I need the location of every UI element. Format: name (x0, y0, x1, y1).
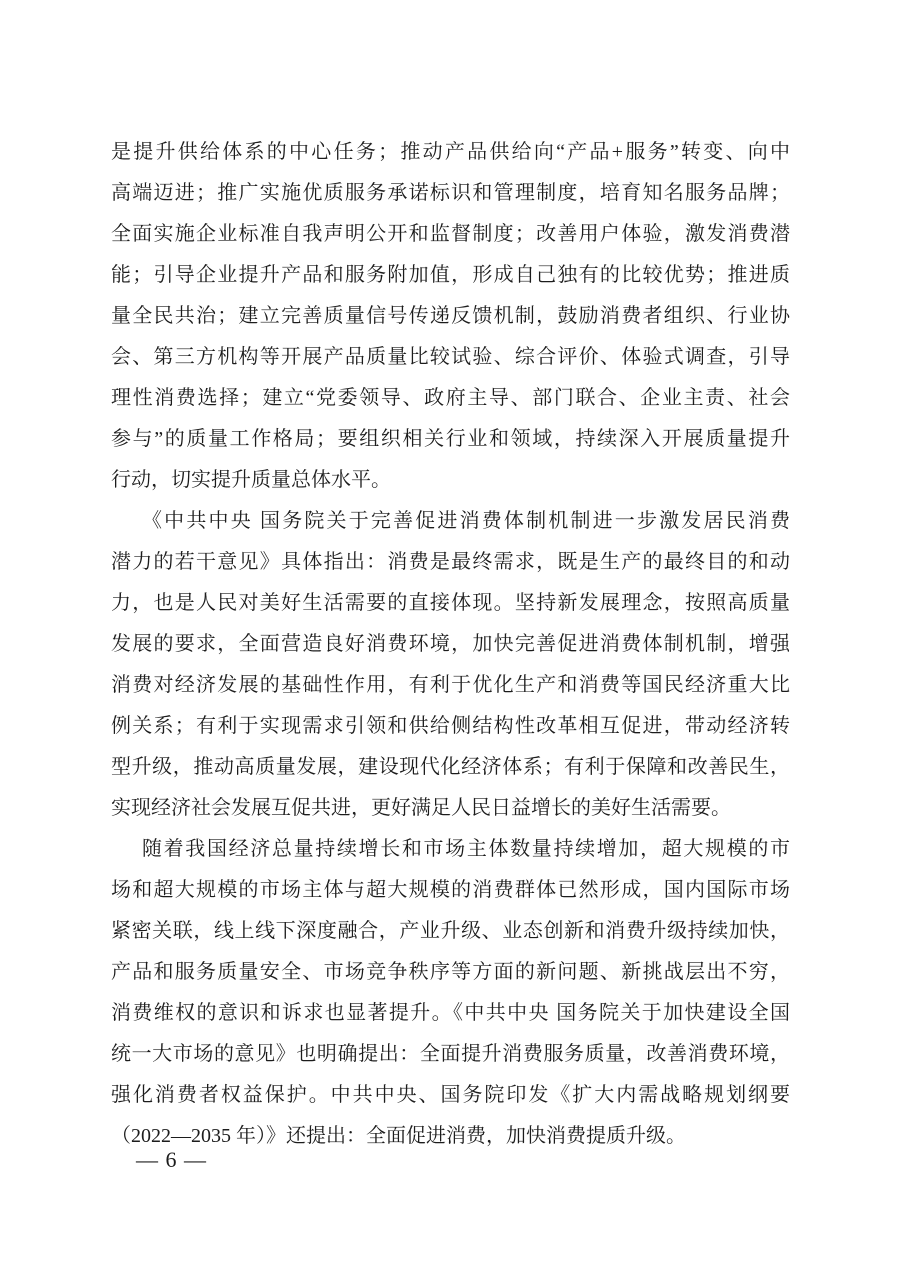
text-line: 发展的要求，全面营造良好消费环境，加快完善促进消费体制机制，增强 (111, 633, 790, 655)
text-line: 《中共中央 国务院关于完善促进消费体制机制进一步激发居民消费 (142, 510, 790, 532)
text-line: 产品和服务质量安全、市场竞争秩序等方面的新问题、新挑战层出不穷， (111, 961, 790, 983)
paragraph (111, 501, 790, 829)
text-line: 全面实施企业标准自我声明公开和监督制度；改善用户体验，激发消费潜 (111, 223, 790, 245)
text-line: 是提升供给体系的中心任务；推动产品供给向“产品+服务”转变、向中 (111, 141, 790, 163)
paragraph (111, 132, 790, 501)
text-line: 场和超大规模的市场主体与超大规模的消费群体已然形成，国内国际市场 (111, 879, 790, 901)
text-line: 量全民共治；建立完善质量信号传递反馈机制，鼓励消费者组织、行业协 (111, 305, 790, 327)
text-line: 随着我国经济总量持续增长和市场主体数量持续增加，超大规模的市 (142, 838, 790, 860)
text-line: 会、第三方机构等开展产品质量比较试验、综合评价、体验式调查，引导 (111, 346, 790, 368)
text-line: 力，也是人民对美好生活需要的直接体现。坚持新发展理念，按照高质量 (111, 592, 790, 614)
text-line: 潜力的若干意见》具体指出：消费是最终需求，既是生产的最终目的和动 (111, 551, 790, 573)
text-line: 参与”的质量工作格局；要组织相关行业和领域，持续深入开展质量提升 (111, 428, 790, 450)
page-number: — 6 — (136, 1147, 207, 1172)
text-line: 消费对经济发展的基础性作用，有利于优化生产和消费等国民经济重大比 (111, 674, 790, 696)
text-line: 强化消费者权益保护。中共中央、国务院印发《扩大内需战略规划纲要 (111, 1084, 790, 1106)
text-line: 高端迈进；推广实施优质服务承诺标识和管理制度，培育知名服务品牌； (111, 182, 790, 204)
document-body (111, 132, 790, 1157)
text-line: 能；引导企业提升产品和服务附加值，形成自己独有的比较优势；推进质 (111, 264, 790, 286)
text-line: 型升级，推动高质量发展，建设现代化经济体系；有利于保障和改善民生， (111, 756, 790, 778)
text-line: 理性消费选择；建立“党委领导、政府主导、部门联合、企业主责、社会 (111, 387, 790, 409)
text-line: 统一大市场的意见》也明确提出：全面提升消费服务质量，改善消费环境， (111, 1043, 790, 1065)
text-line: 实现经济社会发展互促共进，更好满足人民日益增长的美好生活需要。 (111, 797, 731, 819)
text-line: 消费维权的意识和诉求也显著提升。《中共中央 国务院关于加快建设全国 (111, 1002, 790, 1024)
paragraph (111, 829, 790, 1157)
text-line: 例关系；有利于实现需求引领和供给侧结构性改革相互促进，带动经济转 (111, 715, 790, 737)
text-line: （2022—2035 年）》还提出：全面促进消费，加快消费提质升级。 (111, 1125, 686, 1147)
text-line: 紧密关联，线上线下深度融合，产业升级、业态创新和消费升级持续加快， (111, 920, 790, 942)
text-line: 行动，切实提升质量总体水平。 (111, 469, 391, 491)
